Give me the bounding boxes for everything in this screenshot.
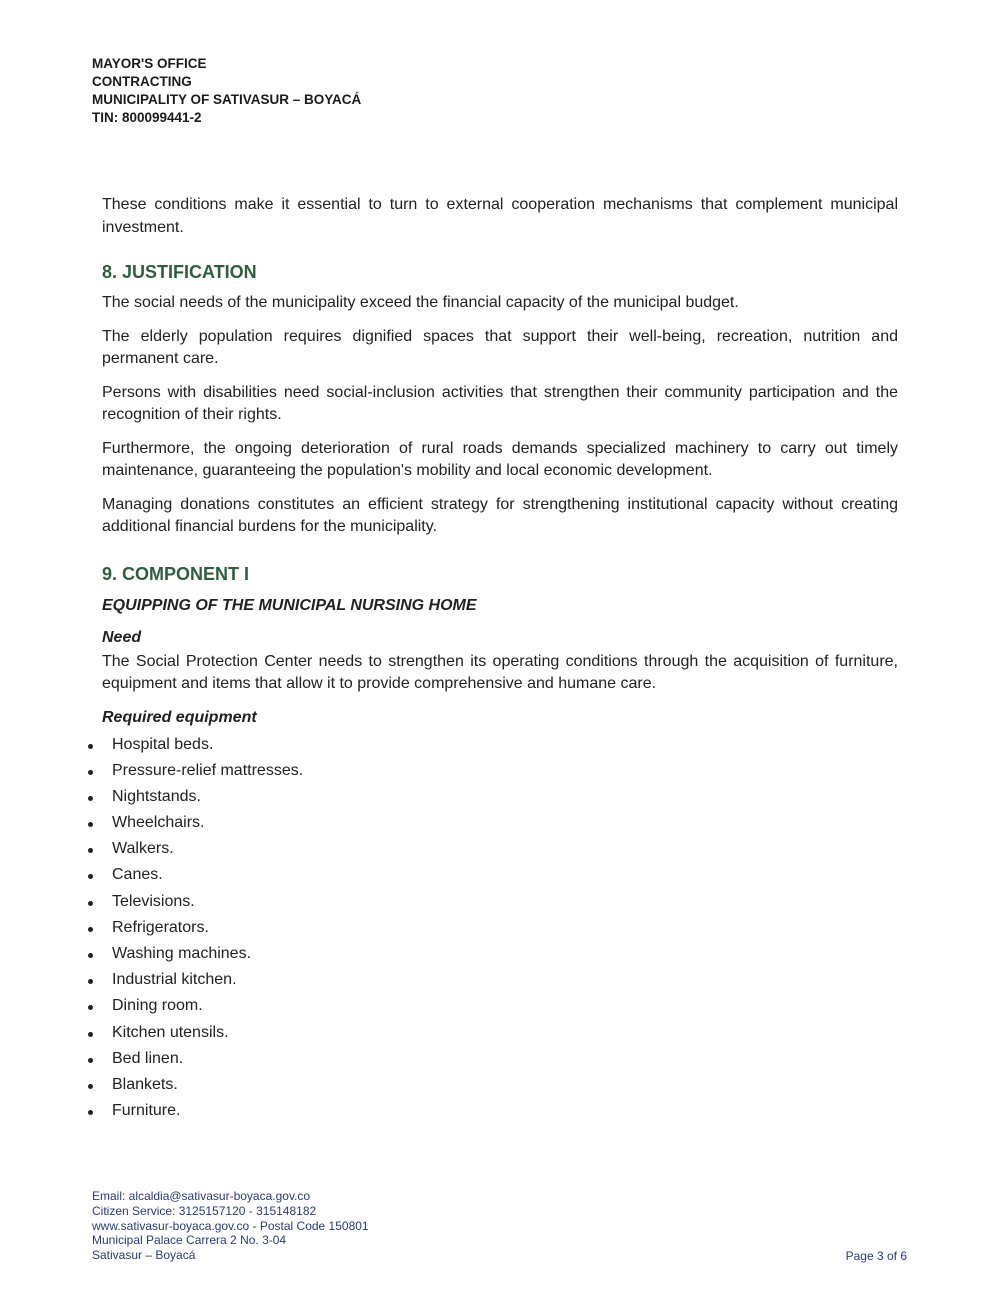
list-item bbox=[88, 1047, 884, 1073]
equipment-item: Canes. bbox=[112, 866, 163, 884]
need-paragraph: The Social Protection Center needs to strengthen its operating conditions through the acquisition of furniture, equipment and items that allow it to provide comprehensive and humane care. bbox=[102, 652, 898, 692]
list-item bbox=[88, 942, 884, 968]
equipment-item: Washing machines. bbox=[112, 945, 252, 962]
equipment-list bbox=[88, 733, 884, 1126]
document-body bbox=[102, 194, 898, 1125]
equipment-item: Bed linen. bbox=[112, 1049, 184, 1067]
letterhead-office: MAYOR'S OFFICE bbox=[92, 56, 207, 71]
justification-paragraph: Managing donations constitutes an efficient strategy for strengthening institutional capacity without creating additional financial burdens for the municipality. bbox=[102, 495, 898, 535]
justification-paragraph: The elderly population requires dignified spaces that support their well-being, recreation, nutrition and permanent care. bbox=[102, 327, 898, 367]
page-number: Page 3 of 6 bbox=[845, 1249, 907, 1263]
bullet-icon bbox=[88, 744, 93, 749]
list-item bbox=[88, 837, 884, 863]
footer-contact bbox=[92, 1189, 369, 1263]
list-item bbox=[88, 1073, 884, 1099]
list-item bbox=[88, 811, 884, 837]
list-item bbox=[88, 916, 884, 942]
section-heading-justification: 8. JUSTIFICATION bbox=[102, 262, 257, 282]
list-item bbox=[88, 1021, 884, 1047]
bullet-icon bbox=[88, 822, 93, 827]
bullet-icon bbox=[88, 1032, 93, 1037]
bullet-icon bbox=[88, 874, 93, 879]
letterhead-municipality: MUNICIPALITY OF SATIVASUR – BOYACÁ bbox=[92, 92, 362, 107]
list-item bbox=[88, 759, 884, 785]
equipment-item: Nightstands. bbox=[112, 787, 201, 805]
bullet-icon bbox=[88, 848, 93, 853]
need-label: Need bbox=[102, 628, 142, 646]
equipment-item: Wheelchairs. bbox=[112, 814, 205, 832]
bullet-icon bbox=[88, 1005, 93, 1010]
equipment-item: Hospital beds. bbox=[112, 735, 214, 753]
bullet-icon bbox=[88, 927, 93, 932]
equipment-item: Walkers. bbox=[112, 840, 174, 858]
bullet-icon bbox=[88, 901, 93, 906]
list-item bbox=[88, 968, 884, 994]
section-heading-component: 9. COMPONENT I bbox=[102, 563, 250, 584]
equipment-label: Required equipment bbox=[102, 708, 257, 726]
list-item bbox=[88, 863, 884, 889]
equipment-item: Blankets. bbox=[112, 1075, 178, 1093]
intro-paragraph: These conditions make it essential to turn to external cooperation mechanisms that complement municipal investment. bbox=[102, 196, 898, 236]
justification-paragraph: Furthermore, the ongoing deterioration of rural roads demands specialized machinery to carry out timely maintenance, guaranteeing the population's mobility and local economic development. bbox=[102, 439, 898, 479]
equipment-item: Refrigerators. bbox=[112, 918, 209, 936]
footer-citizen-service: Citizen Service: 3125157120 - 315148182 bbox=[92, 1203, 317, 1218]
equipment-item: Furniture. bbox=[112, 1102, 181, 1120]
list-item bbox=[88, 994, 884, 1020]
bullet-icon bbox=[88, 953, 93, 958]
list-item bbox=[88, 1099, 884, 1125]
justification-paragraph: The social needs of the municipality exceed the financial capacity of the municipal budget. bbox=[102, 294, 739, 311]
bullet-icon bbox=[88, 1084, 93, 1089]
equipment-item: Industrial kitchen. bbox=[112, 971, 237, 989]
list-item bbox=[88, 733, 884, 759]
letterhead-department: CONTRACTING bbox=[92, 74, 192, 89]
letterhead bbox=[92, 55, 361, 127]
bullet-icon bbox=[88, 1058, 93, 1063]
component-subtitle: EQUIPPING OF THE MUNICIPAL NURSING HOME bbox=[102, 596, 477, 614]
equipment-item: Dining room. bbox=[112, 997, 203, 1015]
bullet-icon bbox=[88, 979, 93, 984]
bullet-icon bbox=[88, 770, 93, 775]
list-item bbox=[88, 785, 884, 811]
equipment-item: Televisions. bbox=[112, 892, 195, 910]
footer-website: www.sativasur-boyaca.gov.co - Postal Code 150801 bbox=[92, 1218, 369, 1233]
justification-paragraph: Persons with disabilities need social-inclusion activities that strengthen their community participation and the recognition of their rights. bbox=[102, 383, 898, 423]
equipment-item: Kitchen utensils. bbox=[112, 1023, 229, 1041]
footer-address: Municipal Palace Carrera 2 No. 3-04 bbox=[92, 1233, 287, 1248]
letterhead-tin: TIN: 800099441-2 bbox=[92, 110, 202, 125]
bullet-icon bbox=[88, 796, 93, 801]
bullet-icon bbox=[88, 1110, 93, 1115]
list-item bbox=[88, 890, 884, 916]
equipment-item: Pressure-relief mattresses. bbox=[112, 761, 304, 779]
footer-email: Email: alcaldia@sativasur-boyaca.gov.co bbox=[92, 1189, 311, 1203]
footer-city: Sativasur – Boyacá bbox=[92, 1248, 196, 1263]
